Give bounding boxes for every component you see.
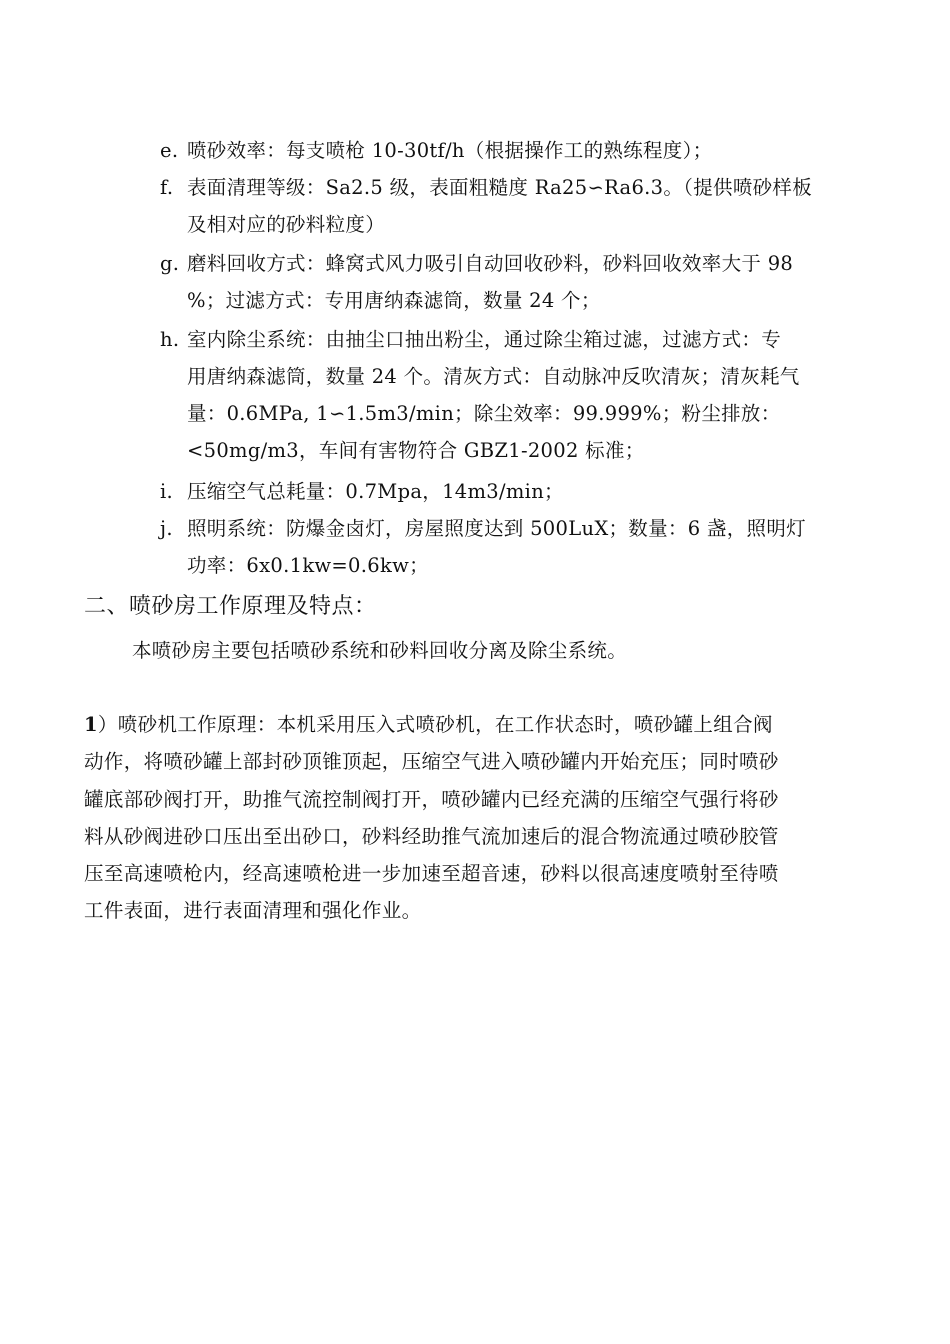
list-text-line: 磨料回收方式：蜂窝式风力吸引自动回收砂料，砂料回收效率大于 98	[187, 252, 794, 275]
list-label: h.	[160, 328, 180, 351]
list-text-line: 照明系统：防爆金卤灯，房屋照度达到 500LuX；数量：6 盏，照明灯	[187, 517, 806, 540]
list-label: j.	[160, 517, 173, 540]
list-item-h	[160, 321, 860, 469]
section-heading: 二、喷砂房工作原理及特点：	[84, 594, 377, 619]
paragraph-line: 工件表面，进行表面清理和强化作业。	[84, 899, 422, 923]
list-text-line: 量：0.6MPa, 1∽1.5m3/min；除尘效率：99.999%；粉尘排放：	[187, 402, 781, 425]
list-text-line: 喷砂效率：每支喷枪 10-30tf/h（根据操作工的熟练程度）；	[187, 139, 713, 162]
list-item-i	[160, 473, 860, 510]
list-text-line: 用唐纳森滤筒，数量 24 个。清灰方式：自动脉冲反吹清灰；清灰耗气	[187, 365, 800, 388]
list-label: e.	[160, 139, 179, 162]
list-text-line: 及相对应的砂料粒度）	[187, 213, 386, 236]
paragraph-line: 罐底部砂阀打开，助推气流控制阀打开，喷砂罐内已经充满的压缩空气强行将砂	[84, 787, 779, 811]
intro-text: 本喷砂房主要包括喷砂系统和砂料回收分离及除尘系统。	[132, 639, 628, 662]
list-item-g	[160, 245, 860, 319]
list-label: i.	[160, 480, 174, 503]
list-label: g.	[160, 252, 180, 275]
list-item-e	[160, 132, 860, 169]
paragraph-line: 料从砂阀进砂口压出至出砂口，砂料经助推气流加速后的混合物流通过喷砂胶管	[84, 824, 779, 848]
paragraph-line: 动作，将喷砂罐上部封砂顶锥顶起，压缩空气进入喷砂罐内开始充压；同时喷砂	[84, 750, 779, 774]
list-text-line: 功率：6x0.1kw=0.6kw；	[187, 554, 429, 577]
list-text-line: 室内除尘系统：由抽尘口抽出粉尘，通过除尘箱过滤，过滤方式：专	[187, 328, 782, 351]
list-item-j	[160, 510, 860, 584]
list-text-line: 压缩空气总耗量：0.7Mpa，14m3/min；	[187, 480, 564, 503]
paragraph-number: 1	[84, 713, 98, 736]
list-item-f	[160, 169, 860, 243]
list-text-line: 表面清理等级：Sa2.5 级，表面粗糙度 Ra25∽Ra6.3。（提供喷砂样板	[187, 176, 813, 199]
list-text-line: %；过滤方式：专用唐纳森滤筒，数量 24 个；	[187, 289, 601, 312]
list-text-line: <50mg/m3，车间有害物符合 GBZ1-2002 标准；	[187, 439, 645, 462]
paragraph-line	[84, 706, 864, 743]
principle-paragraph	[84, 706, 864, 930]
paragraph-line-text: ）喷砂机工作原理：本机采用压入式喷砂机，在工作状态时，喷砂罐上组合阀	[97, 713, 773, 736]
list-label: f.	[160, 176, 174, 199]
paragraph-line: 压至高速喷枪内，经高速喷枪进一步加速至超音速，砂料以很高速度喷射至待喷	[84, 862, 779, 886]
